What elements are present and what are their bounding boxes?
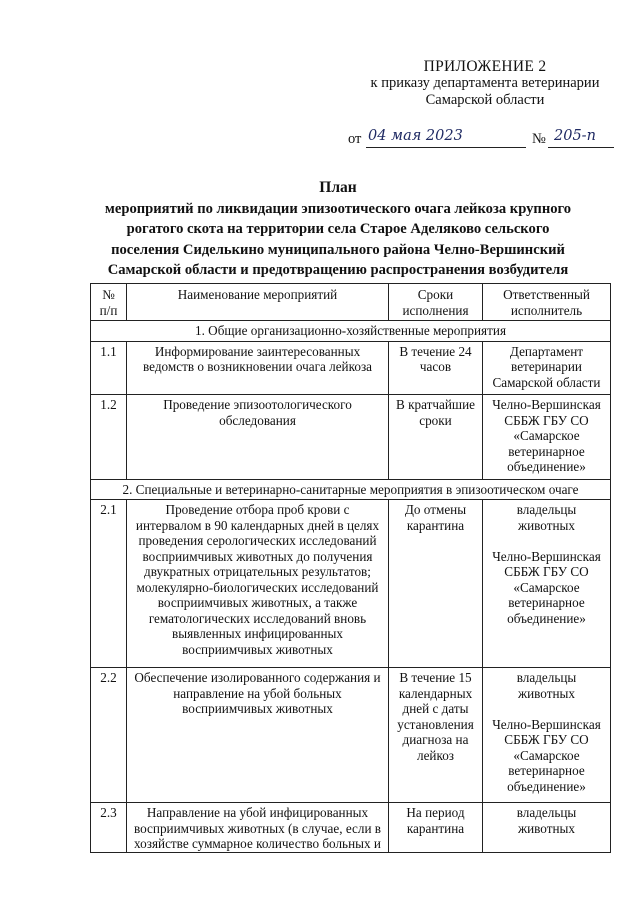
table-row (91, 395, 611, 480)
term-line: карантина (406, 820, 465, 836)
header-responsible: Ответственный исполнитель (483, 284, 611, 321)
responsible-line: СББЖ ГБУ СО (504, 412, 589, 428)
responsible-line: «Самарское (513, 428, 580, 443)
term-line: диагноза на (402, 732, 469, 747)
responsible-line: владельцы (516, 805, 577, 820)
row-number: 1.1 (91, 341, 127, 395)
responsible-gap (486, 701, 607, 717)
responsible-line: Челно-Вершинская (492, 397, 601, 412)
row-measure (127, 500, 389, 668)
responsible-line: ветеринарии (511, 359, 582, 374)
order-from-label: от (348, 131, 362, 147)
table-row (91, 500, 611, 668)
table-row (91, 341, 611, 395)
plan-title-line: Самарской области и предотвращению распространения возбудителя (107, 262, 569, 278)
header-num: № п/п (91, 284, 127, 321)
responsible-line: ветеринарное (508, 595, 585, 610)
section-row (91, 479, 611, 500)
measure-line: интервалом в 90 календарных дней в целях (135, 517, 380, 533)
measure-line: выявленных инфицированных (172, 626, 343, 641)
measure-line: обследования (219, 412, 296, 428)
responsible-line: Департамент (509, 343, 584, 359)
row-number: 2.3 (91, 803, 127, 853)
responsible-line: Самарской области (492, 374, 601, 390)
term-line: календарных (398, 685, 473, 701)
section-title: 2. Специальные и ветеринарно-санитарные мероприятия в эпизоотическом очаге (91, 479, 611, 500)
row-number: 1.2 (91, 395, 127, 480)
term-line: На период (406, 805, 465, 820)
measure-line: Проведение эпизоотологического (163, 397, 352, 412)
order-date-underline (366, 147, 526, 148)
row-term (389, 803, 483, 853)
term-line: В течение 15 (399, 670, 472, 685)
order-number-underline (548, 147, 614, 148)
appendix-header (340, 58, 630, 109)
term-line: карантина (406, 517, 465, 533)
row-number: 2.2 (91, 668, 127, 803)
responsible-line: Челно-Вершинская (492, 548, 601, 564)
row-term (389, 500, 483, 668)
row-term (389, 668, 483, 803)
row-responsible (483, 500, 611, 668)
header-name: Наименование мероприятий (127, 284, 389, 321)
responsible-line: Челно-Вершинская (492, 716, 601, 732)
responsible-line: СББЖ ГБУ СО (504, 564, 589, 579)
responsible-line: владельцы (516, 670, 577, 685)
header-term: Сроки исполнения (389, 284, 483, 321)
measure-line: восприимчивых животных (в случае, если в (133, 820, 382, 836)
measure-line: направление на убой больных (173, 685, 342, 701)
table-row (91, 668, 611, 803)
order-number-label: № (532, 131, 546, 147)
measure-line: восприимчивых животных до получения (142, 548, 373, 564)
measure-line: Проведение отбора проб крови с (165, 502, 350, 517)
measure-line: Обеспечение изолированного содержания и (134, 670, 381, 685)
term-line: установления (397, 716, 474, 732)
section-row (91, 321, 611, 342)
responsible-line: «Самарское (513, 747, 580, 763)
order-date-handwritten: 04 мая 2023 (368, 128, 463, 144)
plan-title-line: поселения Сиделькино муниципального района Челно-Вершинский (111, 241, 565, 258)
appendix-heading: ПРИЛОЖЕНИЕ 2 (423, 58, 547, 75)
appendix-region: Самарской области (425, 92, 545, 108)
measure-line: Направление на убой инфицированных (146, 805, 369, 820)
row-measure (127, 395, 389, 480)
term-line: В кратчайшие (396, 397, 475, 412)
responsible-line: «Самарское (513, 579, 580, 595)
row-term (389, 395, 483, 480)
plan-title (88, 178, 588, 281)
row-measure (127, 803, 389, 853)
section-title: 1. Общие организационно-хозяйственные мероприятия (91, 321, 611, 342)
measure-line: ведомств о возникновении очага лейкоза (142, 359, 373, 374)
responsible-line: СББЖ ГБУ СО (504, 732, 589, 747)
row-measure (127, 668, 389, 803)
responsible-line: животных (518, 685, 575, 701)
measure-line: восприимчивых животных (182, 641, 333, 657)
row-responsible (483, 668, 611, 803)
measures-table (90, 283, 611, 853)
responsible-line: животных (518, 820, 575, 836)
row-number: 2.1 (91, 500, 127, 668)
row-term (389, 341, 483, 395)
order-date-number (348, 128, 618, 150)
term-line: В течение 24 (399, 343, 472, 359)
term-line: часов (419, 359, 452, 374)
responsible-line: объединение» (507, 459, 586, 474)
order-number-handwritten: 205-п (554, 128, 596, 144)
term-line: дней с даты (402, 701, 469, 716)
responsible-line: объединение» (507, 610, 586, 626)
measure-line: Информирование заинтересованных (154, 343, 361, 359)
responsible-line: ветеринарное (508, 443, 585, 459)
row-responsible (483, 803, 611, 853)
measure-line: молекулярно-биологических исследований (136, 579, 379, 595)
measure-line: хозяйстве суммарное количество больных и (134, 836, 381, 851)
row-responsible (483, 341, 611, 395)
appendix-order-ref: к приказу департамента ветеринарии (370, 75, 600, 91)
measure-line: проведения серологических исследований (138, 533, 377, 548)
plan-title-line: рогатого скота на территории села Старое Аделяково сельского (126, 221, 550, 237)
row-measure (127, 341, 389, 395)
term-line: лейкоз (416, 747, 455, 763)
responsible-line: животных (518, 517, 575, 533)
responsible-line: объединение» (507, 778, 586, 794)
plan-title-word: План (319, 179, 357, 196)
responsible-gap (486, 533, 607, 549)
measure-line: восприимчивых животных, а также (157, 595, 358, 610)
measure-line: гематологических исследований вновь (148, 610, 367, 626)
row-responsible (483, 395, 611, 480)
term-line: До отмены (404, 502, 467, 517)
responsible-line: владельцы (516, 502, 577, 517)
plan-title-line: мероприятий по ликвидации эпизоотического очага лейкоза крупного (104, 200, 572, 217)
measure-line: двукратных отрицательных результатов; (144, 564, 371, 579)
term-line: сроки (419, 412, 452, 428)
responsible-line: ветеринарное (508, 763, 585, 778)
table-header-row (91, 284, 611, 321)
table-row (91, 803, 611, 853)
measure-line: восприимчивых животных (182, 701, 333, 716)
